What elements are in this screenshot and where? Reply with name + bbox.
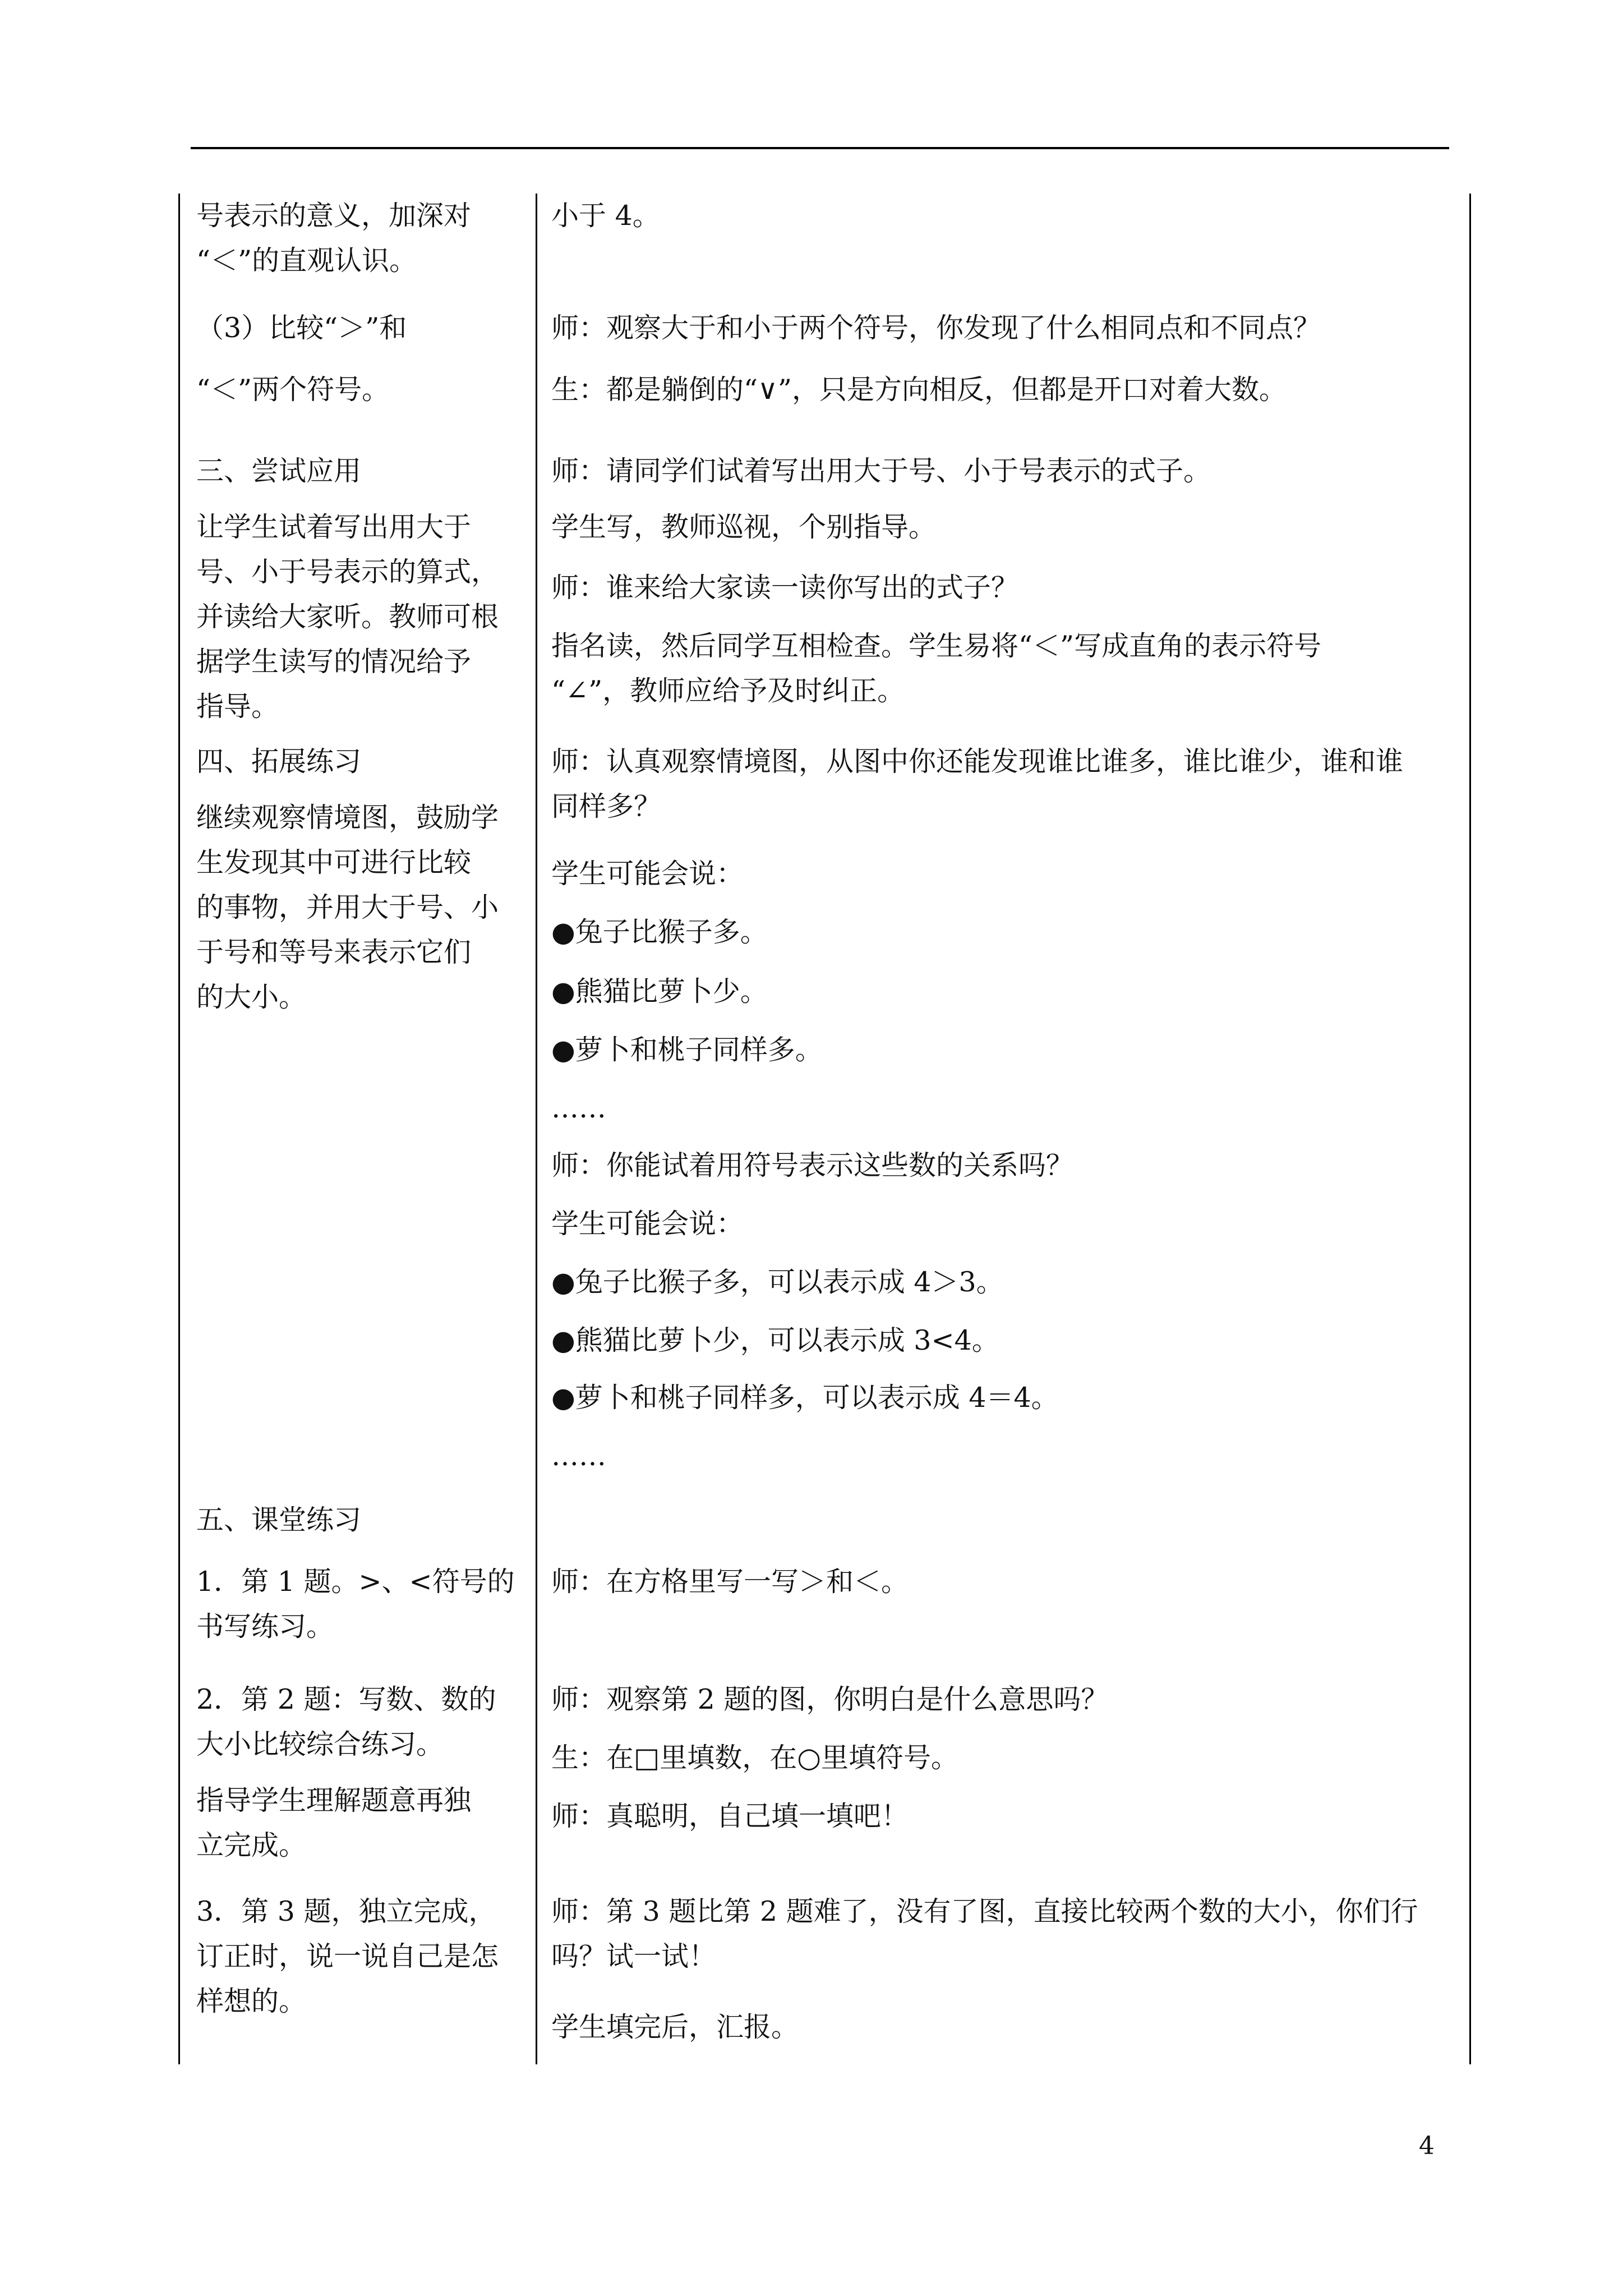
text-line: 师：观察第 2 题的图，你明白是什么意思吗？ (551, 1683, 1109, 1715)
right-paragraph (551, 1889, 1443, 1979)
left-paragraph (196, 1677, 516, 1767)
text-line: 小于 4。 (551, 200, 660, 232)
table-border-right (1469, 194, 1471, 2064)
table-border-left (178, 194, 180, 2064)
text-line: ●萝卜和桃子同样多。 (551, 1034, 823, 1066)
right-paragraph (551, 2005, 1443, 2050)
right-paragraph (551, 1434, 1443, 1479)
text-line: “＜”的直观认识。 (196, 245, 417, 277)
text-line: 生：在□里填数，在○里填符号。 (551, 1742, 959, 1774)
right-paragraph (551, 1028, 1443, 1073)
text-line: 同样多？ (551, 790, 662, 822)
text-line: 让学生试着写出用大于 (196, 511, 472, 543)
table-column-divider (536, 194, 537, 2064)
text-line: 继续观察情境图，鼓励学 (196, 802, 499, 834)
header-rule (191, 147, 1449, 149)
left-paragraph (196, 1498, 516, 1543)
text-line: 的事物，并用大于号、小 (196, 891, 499, 923)
right-paragraph (551, 1736, 1443, 1780)
text-line: “＜”两个符号。 (196, 374, 390, 406)
left-paragraph (196, 1889, 516, 2024)
text-line: 师：在方格里写一写＞和＜。 (551, 1566, 909, 1598)
text-line: 2．第 2 题：写数、数的 (196, 1683, 496, 1715)
right-paragraph (551, 1086, 1443, 1131)
text-line: 据学生读写的情况给予 (196, 646, 472, 678)
right-paragraph (551, 1318, 1443, 1363)
text-line: 师：第 3 题比第 2 题难了，没有了图，直接比较两个数的大小，你们行 (551, 1895, 1418, 1927)
text-line: 师：认真观察情境图，从图中你还能发现谁比谁多，谁比谁少，谁和谁 (551, 746, 1404, 777)
text-line: ●熊猫比萝卜少。 (551, 976, 768, 1007)
text-line: 的大小。 (196, 981, 307, 1013)
right-paragraph (551, 505, 1443, 550)
left-paragraph (196, 367, 516, 412)
right-paragraph (551, 852, 1443, 896)
right-paragraph (551, 739, 1443, 829)
text-line: 五、课堂练习 (196, 1504, 362, 1536)
text-line: ●兔子比猴子多，可以表示成 4＞3。 (551, 1266, 1004, 1298)
left-paragraph (196, 739, 516, 784)
right-paragraph (551, 194, 1443, 238)
text-line: 师：观察大于和小于两个符号，你发现了什么相同点和不同点？ (551, 312, 1321, 344)
text-line: 订正时，说一说自己是怎 (196, 1940, 499, 1972)
right-paragraph (551, 1559, 1443, 1604)
text-line: ●兔子比猴子多。 (551, 916, 768, 948)
text-line: 并读给大家听。教师可根 (196, 601, 499, 633)
right-paragraph (551, 1677, 1443, 1722)
left-paragraph (196, 194, 516, 283)
right-paragraph (551, 565, 1443, 610)
text-line: 三、尝试应用 (196, 455, 362, 487)
text-line: …… (551, 1092, 606, 1124)
page-number: 4 (1419, 2132, 1435, 2160)
text-line: ●萝卜和桃子同样多，可以表示成 4＝4。 (551, 1382, 1059, 1414)
text-line: （3）比较“＞”和 (196, 312, 407, 344)
text-line: 指导。 (196, 691, 279, 723)
left-paragraph (196, 306, 516, 351)
text-line: 师：真聪明，自己填一填吧！ (551, 1800, 909, 1832)
text-line: 立完成。 (196, 1829, 307, 1861)
text-line: 四、拓展练习 (196, 746, 362, 777)
text-line: 指导学生理解题意再独 (196, 1784, 472, 1816)
text-line: …… (551, 1440, 606, 1472)
text-line: 学生填完后，汇报。 (551, 2011, 799, 2043)
right-paragraph (551, 449, 1443, 494)
text-line: 指名读，然后同学互相检查。学生易将“＜”写成直角的表示符号 (551, 630, 1322, 662)
right-paragraph (551, 367, 1443, 412)
text-line: 于号和等号来表示它们 (196, 936, 472, 968)
right-paragraph (551, 1794, 1443, 1839)
right-paragraph (551, 306, 1443, 351)
text-line: 3．第 3 题，独立完成， (196, 1895, 496, 1927)
text-line: 书写练习。 (196, 1611, 334, 1642)
left-paragraph (196, 1778, 516, 1868)
text-line: 学生可能会说： (551, 1208, 744, 1240)
text-line: 学生写，教师巡视，个别指导。 (551, 511, 937, 543)
text-line: “∠”，教师应给予及时纠正。 (551, 675, 905, 707)
text-line: 号表示的意义，加深对 (196, 200, 472, 232)
text-line: 师：谁来给大家读一读你写出的式子？ (551, 572, 1019, 604)
text-line: 师：请同学们试着写出用大于号、小于号表示的式子。 (551, 455, 1211, 487)
left-paragraph (196, 1559, 516, 1649)
left-paragraph (196, 449, 516, 494)
right-paragraph (551, 969, 1443, 1014)
text-line: 号、小于号表示的算式， (196, 556, 499, 588)
text-line: 学生可能会说： (551, 858, 744, 890)
right-paragraph (551, 1375, 1443, 1420)
right-paragraph (551, 910, 1443, 955)
right-paragraph (551, 1260, 1443, 1305)
text-line: 样想的。 (196, 1985, 307, 2017)
right-paragraph (551, 624, 1443, 714)
text-line: 生发现其中可进行比较 (196, 846, 472, 878)
text-line: 大小比较综合练习。 (196, 1728, 444, 1760)
left-paragraph (196, 505, 516, 729)
left-paragraph (196, 795, 516, 1020)
text-line: 吗？试一试！ (551, 1940, 717, 1972)
right-paragraph (551, 1202, 1443, 1246)
text-line: ●熊猫比萝卜少，可以表示成 3<4。 (551, 1324, 999, 1356)
text-line: 生：都是躺倒的“∨”，只是方向相反，但都是开口对着大数。 (551, 374, 1287, 406)
right-paragraph (551, 1143, 1443, 1188)
text-line: 师：你能试着用符号表示这些数的关系吗？ (551, 1149, 1074, 1181)
text-line: 1．第 1 题。>、<符号的 (196, 1566, 515, 1598)
